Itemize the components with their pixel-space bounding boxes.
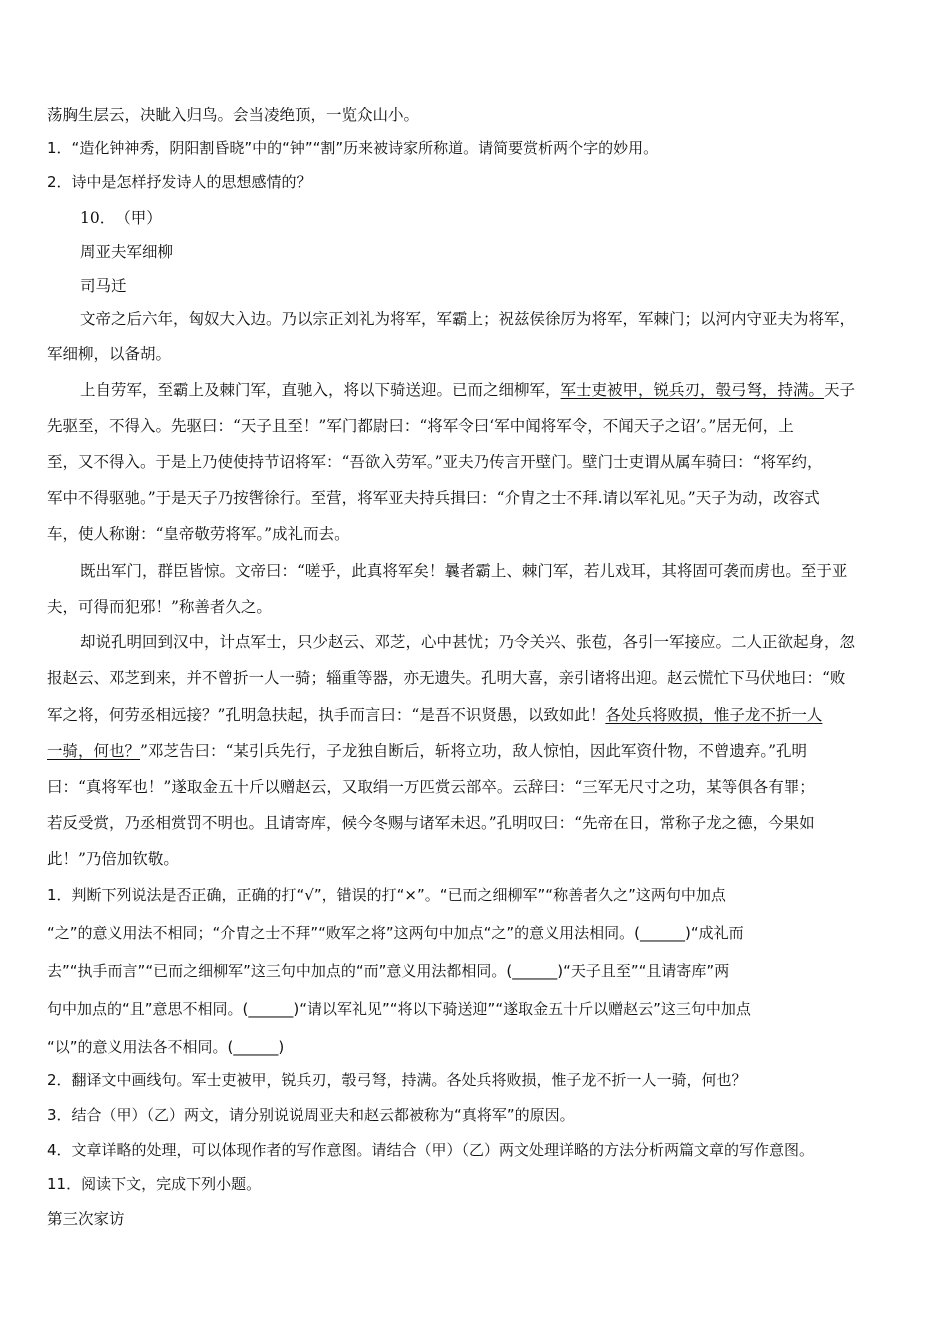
paragraph-2-line-1-tail: 天子	[824, 381, 856, 399]
paragraph-2-line-4: 军中不得驱驰。”于是天子乃按辔徐行。至营，将军亚夫持兵揖曰：“介胄之士不拜.请以军礼见。”天子为动，改容式	[47, 489, 820, 507]
paragraph-4-line-5: 曰：“真将军也！”遂取金五十斤以赠赵云，又取绢一万匹赏云部卒。云辞曰：“三军无尺寸之功，某等俱各有罪；	[47, 778, 815, 796]
text-jia-title: 周亚夫军细柳	[80, 243, 174, 261]
paragraph-4-line-4	[47, 739, 807, 761]
question-1-line-5: “以”的意义用法各不相同。(______)	[47, 1038, 285, 1056]
paragraph-4-line-7: 此！”乃倍加钦敬。	[47, 850, 179, 868]
question-1-line-3: 去”“执手而言”“已而之细柳军”这三句中加点的“而”意义用法都相同。(______)“天子且至”“且请寄库”两	[47, 962, 730, 980]
question-3: 3．结合（甲）（乙）两文，请分别说说周亚夫和赵云都被称为“真将军”的原因。	[47, 1106, 575, 1124]
paragraph-3-line-2: 夫，可得而犯邪！”称善者久之。	[47, 598, 272, 616]
paragraph-4-line-3-text: 军之将，何劳丞相远接？”孔明急扶起，执手而言曰：“是吾不识贤愚，以致如此！	[47, 706, 606, 724]
paragraph-2-line-1	[80, 378, 855, 400]
paragraph-4-line-6: 若反受赏，乃丞相赏罚不明也。且请寄库，候今冬赐与诸军未迟。”孔明叹曰：“先帝在日，常称子龙之德，今果如	[47, 814, 815, 832]
underlined-sentence-2-part-1: 各处兵将败损，惟子龙不折一人	[605, 706, 823, 724]
paragraph-2-line-2: 先驱至，不得入。先驱曰：“天子且至！”军门都尉曰：“将军令曰‘军中闻将军令，不闻天子之诏’。”居无何，上	[47, 417, 794, 435]
paragraph-2-line-5: 车，使人称谢：“皇帝敬劳将军。”成礼而去。	[47, 525, 350, 543]
next-text-title: 第三次家访	[47, 1210, 125, 1228]
text-jia-author: 司马迁	[80, 277, 127, 295]
question-11: 11．阅读下文，完成下列小题。	[47, 1175, 262, 1193]
paragraph-4-line-1: 却说孔明回到汉中，计点军士，只少赵云、邓芝，心中甚忧；乃令关兴、张苞，各引一军接应。二人正欲起身，忽	[80, 633, 856, 651]
underlined-sentence-1: 军士吏被甲，锐兵刃，彀弓弩，持满。	[560, 381, 825, 399]
paragraph-4-line-3	[47, 703, 822, 725]
paragraph-1-line-2: 军细柳，以备胡。	[47, 345, 172, 363]
underlined-sentence-2-part-2: 一骑，何也？	[47, 742, 141, 760]
question-1-line-4: 句中加点的“且”意思不相同。(______)“请以军礼见”“将以下骑送迎”“遂取金五十斤以赠赵云”这三句中加点	[47, 1000, 751, 1018]
paragraph-3-line-1: 既出军门，群臣皆惊。文帝曰：“嗟乎，此真将军矣！曩者霸上、棘门军，若儿戏耳，其将固可袭而虏也。至于亚	[80, 562, 848, 580]
paragraph-2-line-3: 至，又不得入。于是上乃使使持节诏将军：“吾欲入劳军。”亚夫乃传言开壁门。壁门士吏谓从属车骑曰：“将军约，	[47, 453, 823, 471]
paragraph-2-line-1-text: 上自劳军，至霸上及棘门军，直驰入，将以下骑送迎。已而之细柳军，	[80, 381, 561, 399]
paragraph-4-line-4-text: ”邓芝告曰：“某引兵先行，子龙独自断后，斩将立功，敌人惊怕，因此军资什物，不曾遗弃。”孔明	[140, 742, 808, 760]
paragraph-4-line-2: 报赵云、邓芝到来，并不曾折一人一骑；辎重等器，亦无遗失。孔明大喜，亲引诸将出迎。赵云慌忙下马伏地曰：“败	[47, 669, 846, 687]
paragraph-1-line-1: 文帝之后六年，匈奴大入边。乃以宗正刘礼为将军，军霸上；祝兹侯徐厉为将军，军棘门；以河内守亚夫为将军，	[80, 310, 856, 328]
question-2: 2．翻译文中画线句。军士吏被甲，锐兵刃，彀弓弩，持满。各处兵将败损，惟子龙不折一人一骑，何也？	[47, 1071, 747, 1089]
question-10-label: 10． （甲）	[80, 209, 162, 227]
question-4: 4．文章详略的处理，可以体现作者的写作意图。请结合（甲）（乙）两文处理详略的方法分析两篇文章的写作意图。	[47, 1141, 815, 1159]
poem-question-2: 2．诗中是怎样抒发诗人的思想感情的？	[47, 173, 312, 191]
question-1-line-2: “之”的意义用法不相同；“介胄之士不拜”“败军之将”这两句中加点“之”的意义用法相同。(______)“成礼而	[47, 924, 744, 942]
poem-question-1: 1．“造化钟神秀，阴阳割昏晓”中的“钟”“割”历来被诗家所称道。请简要赏析两个字的妙用。	[47, 139, 659, 157]
poem-tail: 荡胸生层云，决眦入归鸟。会当凌绝顶，一览众山小。	[47, 106, 420, 124]
question-1-line-1: 1．判断下列说法是否正确，正确的打“√”，错误的打“×”。“已而之细柳军”“称善者久之”这两句中加点	[47, 886, 726, 904]
